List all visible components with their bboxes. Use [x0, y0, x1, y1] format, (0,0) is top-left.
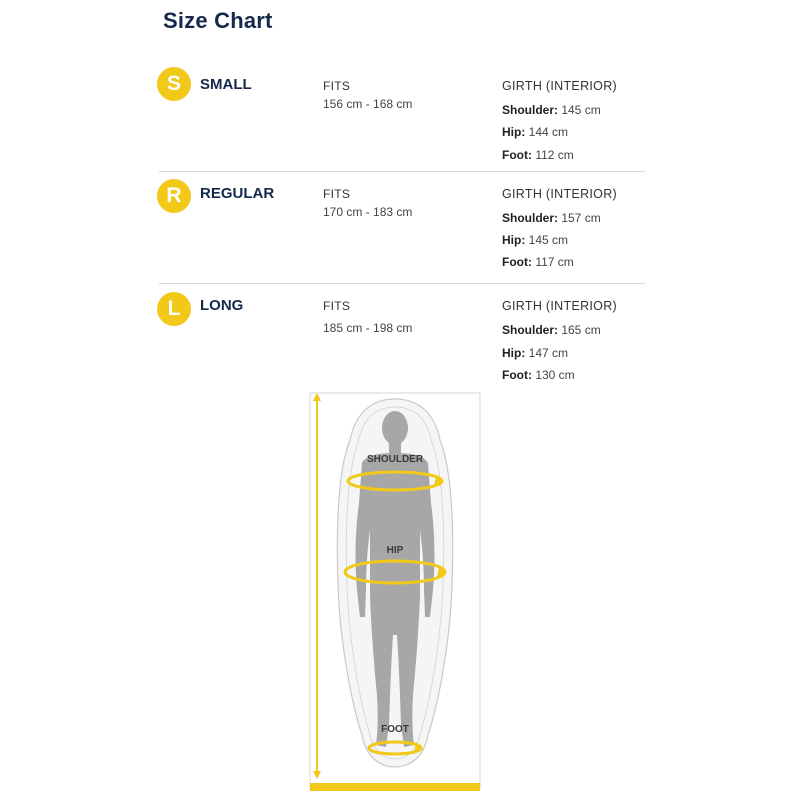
girth-label: GIRTH (INTERIOR) [502, 187, 617, 201]
foot-girth [502, 255, 574, 269]
size-name-small: SMALL [200, 76, 252, 93]
shoulder-girth-value: 165 cm [558, 323, 601, 337]
sleeping-bag-diagram [300, 385, 490, 795]
hip-girth-value: 145 cm [525, 233, 569, 247]
hip-girth [502, 233, 568, 247]
foot-girth-value: 112 cm [531, 148, 574, 162]
foot-girth-label: Foot: [502, 148, 532, 162]
size-badge-long: L [157, 292, 191, 326]
shoulder-diagram-label: SHOULDER [366, 454, 424, 465]
height-arrow-bottom [313, 771, 321, 779]
size-name-regular: REGULAR [200, 185, 275, 202]
hip-girth-label: Hip: [502, 233, 526, 247]
fits-label: FITS [323, 299, 351, 313]
height-arrow-top [313, 393, 321, 401]
hip-girth-value: 144 cm [525, 125, 569, 139]
divider [159, 171, 645, 172]
shoulder-girth [502, 211, 601, 225]
hip-girth-value: 147 cm [525, 346, 569, 360]
hip-girth-label: Hip: [502, 346, 526, 360]
fits-value: 185 cm - 198 cm [323, 321, 413, 335]
shoulder-girth [502, 323, 601, 337]
sleeping-bag-illustration [300, 385, 490, 795]
foot-girth-value: 117 cm [531, 255, 574, 269]
fits-label: FITS [323, 79, 351, 93]
hip-girth [502, 125, 568, 139]
divider [159, 283, 645, 284]
foot-girth-label: Foot: [502, 368, 532, 382]
bottom-bar [310, 783, 480, 791]
size-badge-regular: R [157, 179, 191, 213]
shoulder-girth [502, 103, 601, 117]
hip-girth [502, 346, 568, 360]
foot-diagram-label: FOOT [381, 724, 409, 735]
size-name-long: LONG [200, 297, 244, 314]
size-badge-small: S [157, 67, 191, 101]
girth-label: GIRTH (INTERIOR) [502, 79, 617, 93]
foot-girth-label: Foot: [502, 255, 532, 269]
girth-label: GIRTH (INTERIOR) [502, 299, 617, 313]
foot-girth [502, 368, 575, 382]
hip-girth-label: Hip: [502, 125, 526, 139]
shoulder-girth-value: 157 cm [558, 211, 601, 225]
fits-label: FITS [323, 187, 351, 201]
shoulder-girth-label: Shoulder: [502, 323, 558, 337]
shoulder-girth-value: 145 cm [558, 103, 601, 117]
page-title: Size Chart [163, 8, 273, 33]
hip-diagram-label: HIP [386, 545, 404, 556]
shoulder-girth-label: Shoulder: [502, 211, 558, 225]
foot-girth-value: 130 cm [531, 368, 575, 382]
foot-girth [502, 148, 574, 162]
fits-value: 156 cm - 168 cm [323, 97, 413, 111]
fits-value: 170 cm - 183 cm [323, 205, 413, 219]
shoulder-girth-label: Shoulder: [502, 103, 558, 117]
